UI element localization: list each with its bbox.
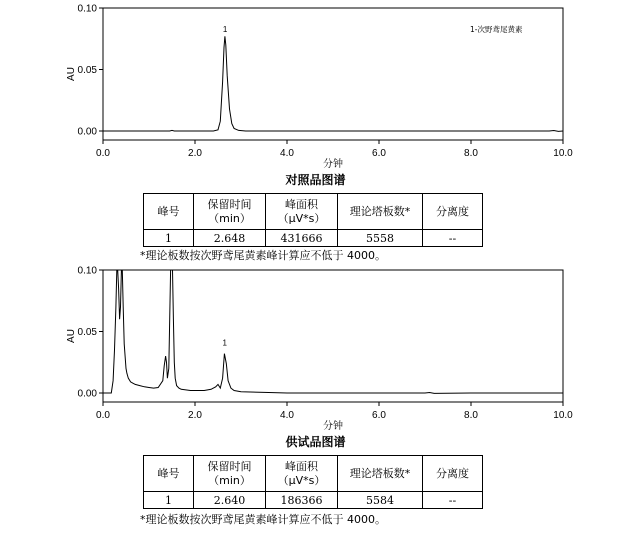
cell-resolution: -- xyxy=(423,492,483,509)
y-tick-label: 0.00 xyxy=(77,388,97,400)
x-tick-label: 0.0 xyxy=(96,410,110,421)
reference-results-table xyxy=(143,193,483,247)
y-tick-label: 0.00 xyxy=(77,126,97,138)
cell-theoretical-plates: 5584 xyxy=(338,492,423,509)
cell-peak-number: 1 xyxy=(144,230,194,247)
col-peak-area: 峰面积 （μV*s） xyxy=(266,456,338,492)
col-resolution: 分离度 xyxy=(423,194,483,230)
sample-chart-title: 供试品图谱 xyxy=(285,435,346,449)
series-line xyxy=(103,36,563,131)
cell-resolution: -- xyxy=(423,230,483,247)
sample-note: *理论板数按次野鸢尾黄素峰计算应不低于 4000。 xyxy=(140,513,386,526)
y-tick-label: 0.10 xyxy=(77,265,97,277)
table-row xyxy=(144,492,483,509)
cell-retention-time: 2.640 xyxy=(194,492,266,509)
x-tick-label: 4.0 xyxy=(280,410,294,421)
col-peak-number: 峰号 xyxy=(144,456,194,492)
series-line xyxy=(103,270,563,393)
y-tick-label: 0.10 xyxy=(77,3,97,15)
reference-chart-title: 对照品图谱 xyxy=(285,173,346,187)
x-axis-label: 分钟 xyxy=(323,421,343,432)
cell-peak-number: 1 xyxy=(144,492,194,509)
y-tick-label: 0.05 xyxy=(77,65,97,76)
x-tick-label: 10.0 xyxy=(553,148,573,159)
table-row xyxy=(144,230,483,247)
y-axis-label: AU xyxy=(66,67,77,81)
peak-label: 1 xyxy=(222,338,227,348)
x-tick-label: 8.0 xyxy=(464,410,478,421)
x-tick-label: 4.0 xyxy=(280,148,294,159)
legend-entry: 1-次野鸢尾黄素 xyxy=(470,25,523,34)
col-peak-number: 峰号 xyxy=(144,194,194,230)
reference-note: *理论板数按次野鸢尾黄素峰计算应不低于 4000。 xyxy=(140,249,386,262)
col-retention-time: 保留时间 （min） xyxy=(194,456,266,492)
x-tick-label: 2.0 xyxy=(188,410,202,421)
x-tick-label: 6.0 xyxy=(372,148,386,159)
col-resolution: 分离度 xyxy=(423,456,483,492)
col-theoretical-plates: 理论塔板数* xyxy=(338,456,423,492)
x-tick-label: 10.0 xyxy=(553,410,573,421)
cell-theoretical-plates: 5558 xyxy=(338,230,423,247)
col-retention-time: 保留时间 （min） xyxy=(194,194,266,230)
x-tick-label: 2.0 xyxy=(188,148,202,159)
peak-label: 1 xyxy=(222,24,228,34)
sample-chart xyxy=(0,262,631,434)
sample-results-table xyxy=(143,455,483,509)
col-peak-area: 峰面积 （μV*s） xyxy=(266,194,338,230)
reference-chart xyxy=(0,0,631,172)
cell-peak-area: 186366 xyxy=(266,492,338,509)
col-theoretical-plates: 理论塔板数* xyxy=(338,194,423,230)
x-tick-label: 8.0 xyxy=(464,148,478,159)
plot-frame xyxy=(103,270,563,402)
x-tick-label: 6.0 xyxy=(372,410,386,421)
cell-peak-area: 431666 xyxy=(266,230,338,247)
y-tick-label: 0.05 xyxy=(77,327,97,338)
cell-retention-time: 2.648 xyxy=(194,230,266,247)
y-axis-label: AU xyxy=(66,329,77,343)
x-tick-label: 0.0 xyxy=(96,148,110,159)
x-axis-label: 分钟 xyxy=(323,159,343,170)
